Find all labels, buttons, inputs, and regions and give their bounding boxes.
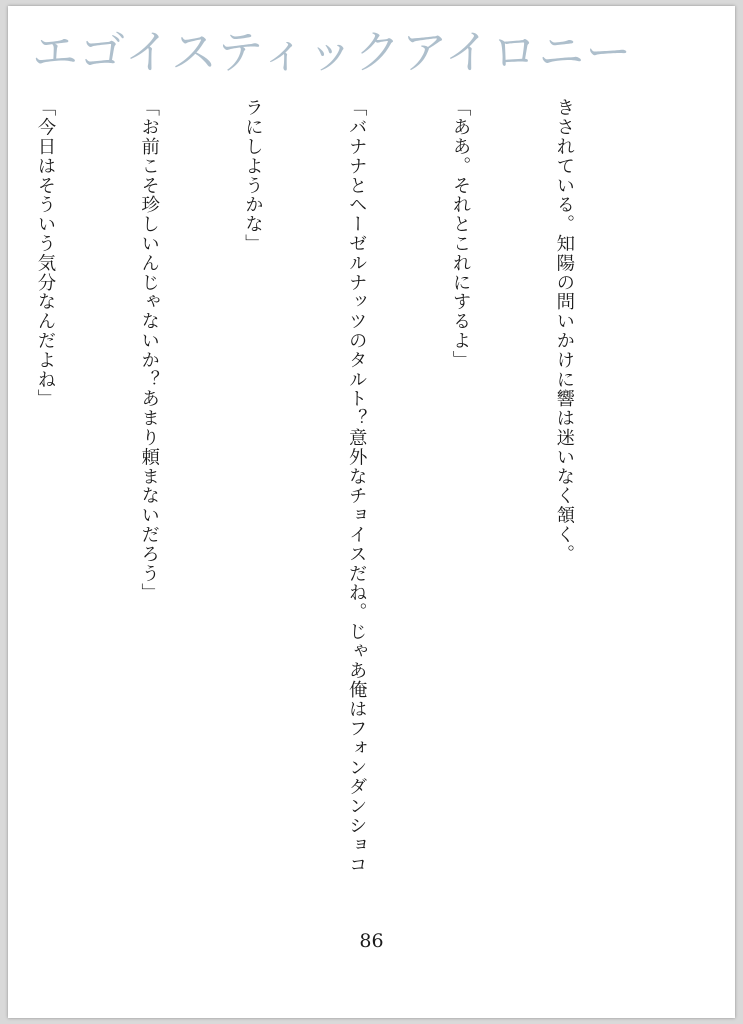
text-line: きされている。知陽の問いかけに響は迷いなく頷く。	[553, 98, 575, 564]
text-line: ラにしようかな」	[242, 98, 264, 254]
book-page	[8, 6, 735, 1018]
text-line: 「今日はそういう気分なんだよね」	[34, 98, 56, 409]
text-line: 「お前こそ珍しいんじゃないか？あまり頼まないだろう」	[138, 98, 160, 603]
body-text	[34, 98, 650, 898]
text-line: 「バナナとヘーゼルナッツのタルト？意外なチョイスだね。じゃあ俺はフォンダンショコ	[346, 98, 368, 874]
page-number: 86	[359, 930, 384, 952]
running-title: エゴイスティックアイロニー	[32, 25, 633, 79]
text-line: 「ああ。それとこれにするよ」	[450, 98, 472, 370]
